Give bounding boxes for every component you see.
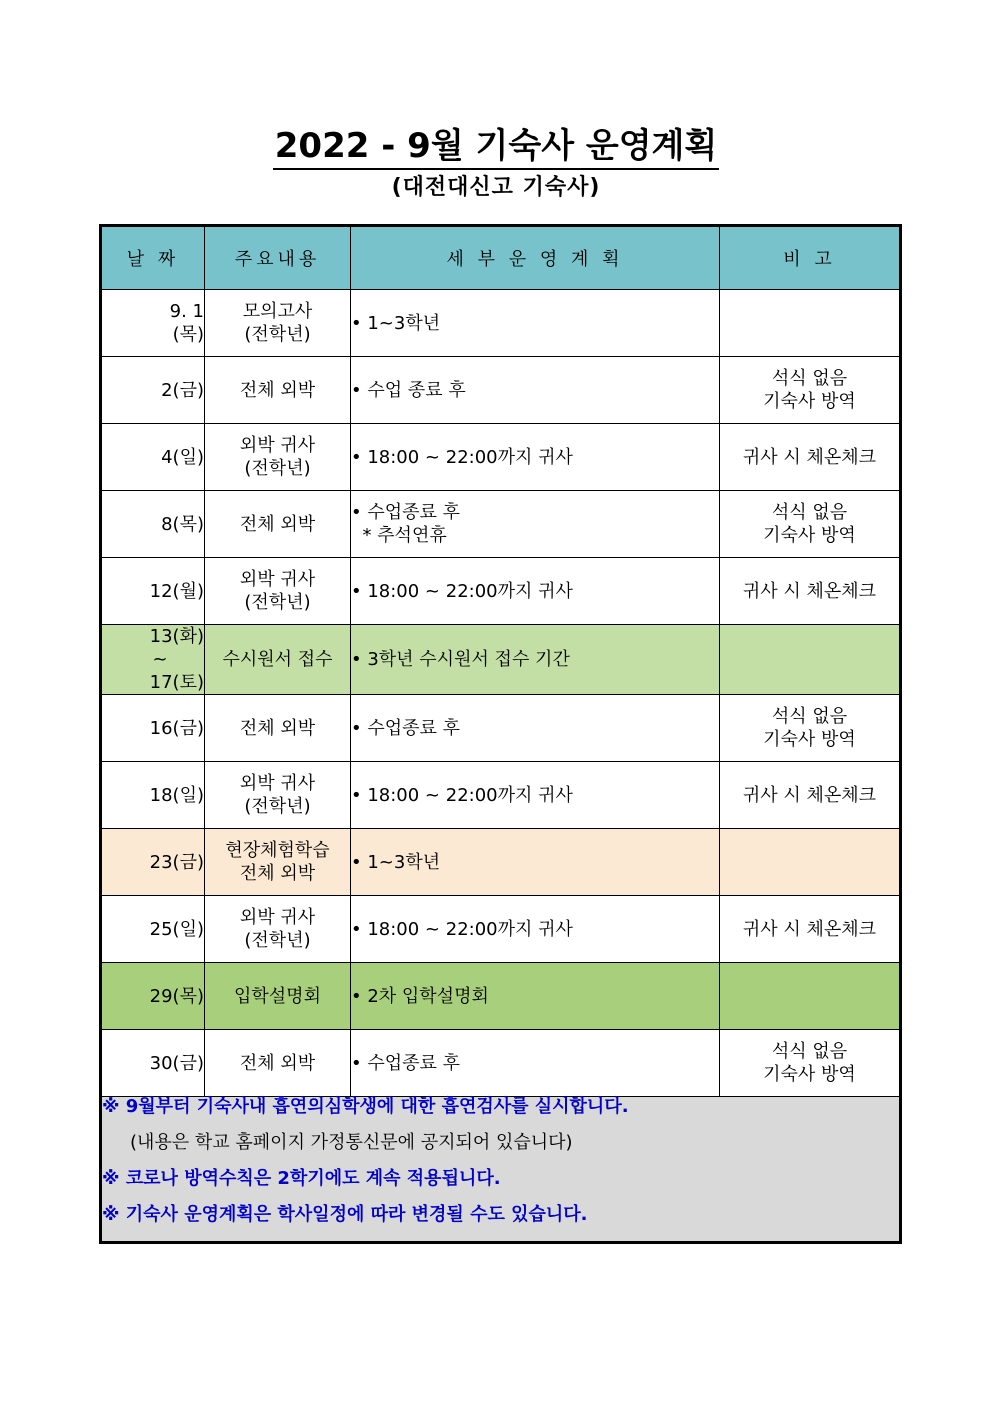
date-cell-line: 16(금) (149, 717, 204, 739)
note-cell (720, 896, 901, 963)
main-cell-line: 입학설명회 (234, 985, 321, 1007)
detail-cell-line: • 수업종료 후 (351, 1052, 461, 1074)
table-row (101, 829, 901, 896)
detail-cell (351, 424, 720, 491)
date-cell-line: ~ (152, 649, 168, 670)
main-cell-line: 전체 외박 (239, 1052, 316, 1074)
note-cell-line: 기숙사 방역 (763, 729, 856, 750)
schedule-table (99, 224, 902, 1244)
note-cell (720, 290, 901, 357)
detail-cell (351, 896, 720, 963)
date-cell-line: 30(금) (149, 1052, 204, 1074)
detail-cell-line: * 추석연휴 (351, 525, 447, 546)
table-row (101, 1030, 901, 1097)
table-row (101, 963, 901, 1030)
header-main: 주요내용 (205, 226, 351, 290)
table-row (101, 424, 901, 491)
detail-cell-line: • 18:00 ~ 22:00까지 귀사 (351, 580, 573, 602)
table-row (101, 357, 901, 424)
detail-cell-line: • 18:00 ~ 22:00까지 귀사 (351, 784, 573, 806)
date-cell-line: 4(일) (161, 446, 204, 468)
header-row (101, 226, 901, 290)
date-cell (101, 290, 205, 357)
note-cell-line: 귀사 시 체온체크 (742, 784, 877, 806)
title-text: 2022 - 9월 기숙사 운영계획 (273, 126, 720, 170)
date-cell (101, 695, 205, 762)
detail-cell (351, 558, 720, 625)
detail-cell (351, 625, 720, 695)
detail-cell (351, 829, 720, 896)
date-cell-line: 18(일) (149, 784, 204, 806)
main-cell (205, 625, 351, 695)
detail-cell-line: • 3학년 수시원서 접수 기간 (351, 649, 570, 670)
date-cell-line: 8(목) (161, 513, 204, 535)
main-cell-line: (전학년) (244, 592, 311, 613)
date-cell-line: 2(금) (161, 379, 204, 401)
notice-line-4: ※ 기숙사 운영계획은 학사일정에 따라 변경될 수도 있습니다. (102, 1204, 588, 1225)
note-cell-line: 석식 없음 (771, 368, 848, 389)
date-cell-line: 9. 1 (169, 301, 204, 322)
main-cell-line: 전체 외박 (239, 379, 316, 401)
notice-box (101, 1097, 901, 1243)
date-cell (101, 357, 205, 424)
note-cell (720, 695, 901, 762)
main-cell-line: (전학년) (244, 796, 311, 817)
main-cell-line: 현장체험학습 (225, 840, 330, 861)
table-row (101, 491, 901, 558)
detail-cell (351, 695, 720, 762)
main-cell-line: 외박 귀사 (239, 907, 316, 928)
note-cell (720, 762, 901, 829)
detail-cell (351, 290, 720, 357)
table-row (101, 558, 901, 625)
note-cell (720, 357, 901, 424)
main-cell (205, 829, 351, 896)
main-cell (205, 357, 351, 424)
note-cell (720, 558, 901, 625)
detail-cell-line: • 2차 입학설명회 (351, 985, 489, 1007)
main-cell (205, 491, 351, 558)
date-cell-line: (목) (172, 324, 204, 345)
detail-cell-line: • 수업종료 후 (351, 717, 461, 739)
note-cell-line: 기숙사 방역 (763, 525, 856, 546)
detail-cell (351, 491, 720, 558)
note-cell-line: 기숙사 방역 (763, 391, 856, 412)
header-detail: 세 부 운 영 계 획 (351, 226, 720, 290)
table-row (101, 695, 901, 762)
note-cell (720, 829, 901, 896)
main-cell (205, 963, 351, 1030)
table-row (101, 625, 901, 695)
header-note: 비 고 (720, 226, 901, 290)
date-cell (101, 963, 205, 1030)
date-cell (101, 424, 205, 491)
header-date: 날 짜 (101, 226, 205, 290)
note-cell-line: 귀사 시 체온체크 (742, 580, 877, 602)
note-cell (720, 424, 901, 491)
notice-line-2: (내용은 학교 홈페이지 가정통신문에 공지되어 있습니다) (130, 1132, 573, 1153)
detail-cell (351, 357, 720, 424)
main-cell-line: 모의고사 (242, 301, 313, 322)
main-cell (205, 558, 351, 625)
date-cell (101, 1030, 205, 1097)
note-cell-line: 석식 없음 (771, 502, 848, 523)
main-cell-line: 전체 외박 (239, 717, 316, 739)
detail-cell (351, 963, 720, 1030)
main-cell-line: (전학년) (244, 458, 311, 479)
page-title (0, 118, 992, 167)
date-cell (101, 625, 205, 695)
main-cell (205, 695, 351, 762)
detail-cell-line: • 18:00 ~ 22:00까지 귀사 (351, 918, 573, 940)
main-cell (205, 896, 351, 963)
page-subtitle: (대전대신고 기숙사) (391, 175, 601, 200)
date-cell-line: 23(금) (149, 851, 204, 873)
detail-cell-line: • 1~3학년 (351, 312, 441, 334)
main-cell-line: 전체 외박 (239, 863, 316, 884)
main-cell-line: 외박 귀사 (239, 435, 316, 456)
main-cell (205, 290, 351, 357)
main-cell-line: 전체 외박 (239, 513, 316, 535)
date-cell (101, 762, 205, 829)
detail-cell-line: • 18:00 ~ 22:00까지 귀사 (351, 446, 573, 468)
date-cell-line: 17(토) (149, 672, 204, 693)
main-cell-line: 외박 귀사 (239, 569, 316, 590)
detail-cell-line: • 수업종료 후 (351, 502, 461, 523)
main-cell (205, 424, 351, 491)
note-cell (720, 491, 901, 558)
date-cell (101, 558, 205, 625)
notice-row (101, 1097, 901, 1243)
date-cell (101, 829, 205, 896)
note-cell-line: 기숙사 방역 (763, 1064, 856, 1085)
note-cell (720, 625, 901, 695)
date-cell-line: 12(월) (149, 580, 204, 602)
notice-line-1: ※ 9월부터 기숙사내 흡연의심학생에 대한 흡연검사를 실시합니다. (102, 1096, 629, 1117)
table-row (101, 290, 901, 357)
date-cell (101, 896, 205, 963)
table-row (101, 762, 901, 829)
date-cell (101, 491, 205, 558)
main-cell-line: 수시원서 접수 (222, 649, 333, 670)
main-cell-line: (전학년) (244, 930, 311, 951)
note-cell (720, 1030, 901, 1097)
detail-cell-line: • 수업 종료 후 (351, 379, 466, 401)
date-cell-line: 29(목) (149, 985, 204, 1007)
main-cell (205, 1030, 351, 1097)
main-cell-line: (전학년) (244, 324, 311, 345)
main-cell (205, 762, 351, 829)
detail-cell (351, 762, 720, 829)
detail-cell-line: • 1~3학년 (351, 851, 441, 873)
main-cell-line: 외박 귀사 (239, 773, 316, 794)
table-row (101, 896, 901, 963)
note-cell-line: 석식 없음 (771, 1041, 848, 1062)
note-cell-line: 석식 없음 (771, 706, 848, 727)
note-cell-line: 귀사 시 체온체크 (742, 918, 877, 940)
date-cell-line: 13(화) (149, 626, 204, 647)
note-cell (720, 963, 901, 1030)
detail-cell (351, 1030, 720, 1097)
notice-line-3: ※ 코로나 방역수칙은 2학기에도 계속 적용됩니다. (102, 1168, 501, 1189)
note-cell-line: 귀사 시 체온체크 (742, 446, 877, 468)
date-cell-line: 25(일) (149, 918, 204, 940)
